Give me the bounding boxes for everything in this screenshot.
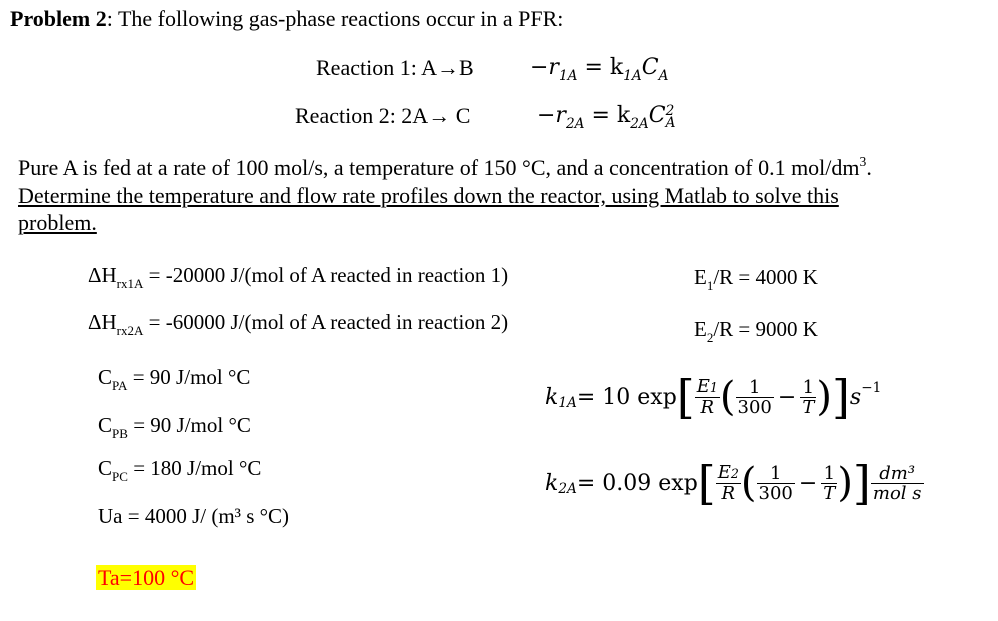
one-over-300: $\frac{1}{300}$ — [758, 462, 793, 504]
right-paren: ) — [816, 374, 832, 420]
reaction-2-rate: $-r_{2A} = k_{2A}C$ 2 A — [537, 103, 676, 132]
left-paren: ( — [740, 460, 757, 506]
param-cpc: $C_{PC} = 180$ J/mol °C — [98, 456, 262, 484]
problem-intro: : The following gas-phase reactions occur in a PFR: — [106, 6, 564, 31]
right-bracket: ] — [852, 456, 871, 510]
one-over-t: $\frac{1}{T}$ — [823, 462, 836, 504]
ta-highlight — [96, 565, 196, 591]
reaction-2-label: Reaction 2: 2A→ C — [295, 103, 471, 128]
one-over-300: $\frac{1}{300}$ — [737, 376, 772, 418]
e1-over-r: $\frac{E1}{R}$ — [696, 376, 718, 418]
param-ua: Ua = 4000 J/ (m³ s °C) — [98, 504, 290, 528]
param-dh-rx2a: $\Delta H_{rx2A} = -60000$ J/(mol of A reacted in reaction 2) — [88, 310, 509, 338]
param-cpb: $C_{PB} = 90$ J/mol °C — [98, 413, 251, 441]
left-bracket: [ — [676, 370, 695, 424]
param-e2-r: $E_2/R = 9000$ K — [694, 317, 818, 345]
k2a-equation: k 2A = 0.09 exp [ $\frac{E2}{R}$ ( $\frac{1}{300}$ − $\frac{1}{T}$ ) ] $\frac{\text{dm³}}{\text{mol s}}$ — [545, 456, 922, 510]
reaction-1-rate: $-r_{1A} = k_{1A}C_A$ — [530, 55, 669, 84]
problem-label: Problem 2 — [10, 6, 107, 31]
right-bracket: ] — [831, 370, 850, 424]
statement-line-3: problem. — [18, 210, 97, 235]
one-over-t: $\frac{1}{T}$ — [802, 376, 815, 418]
param-dh-rx1a: $\Delta H_{rx1A} = -20000$ J/(mol of A reacted in reaction 1) — [88, 263, 509, 291]
statement-line-1: Pure A is fed at a rate of 100 mol/s, a temperature of 150 °C, and a concentration of 0.1 mol/$dm^3$. — [18, 154, 872, 180]
param-e1-r: $E_1/R = 4000$ K — [694, 265, 818, 293]
param-cpa: $C_{PA} = 90$ J/mol °C — [98, 365, 251, 393]
unit-fraction: $\frac{\text{dm³}}{\text{mol s}}$ — [872, 462, 922, 504]
problem-heading — [10, 6, 563, 32]
right-paren: ) — [837, 460, 853, 506]
statement-line-2: Determine the temperature and flow rate profiles down the reactor, using Matlab to solve this — [18, 183, 839, 208]
ta-value: Ta=100 °C — [98, 565, 195, 590]
left-paren: ( — [719, 374, 736, 420]
left-bracket: [ — [697, 456, 716, 510]
reaction-1-label: Reaction 1: A→B — [316, 55, 474, 80]
e2-over-r: $\frac{E2}{R}$ — [717, 462, 739, 504]
k1a-equation: k 1A = 10 exp [ $\frac{E1}{R}$ ( $\frac{1}{300}$ − $\frac{1}{T}$ ) ] s −1 — [545, 370, 882, 424]
